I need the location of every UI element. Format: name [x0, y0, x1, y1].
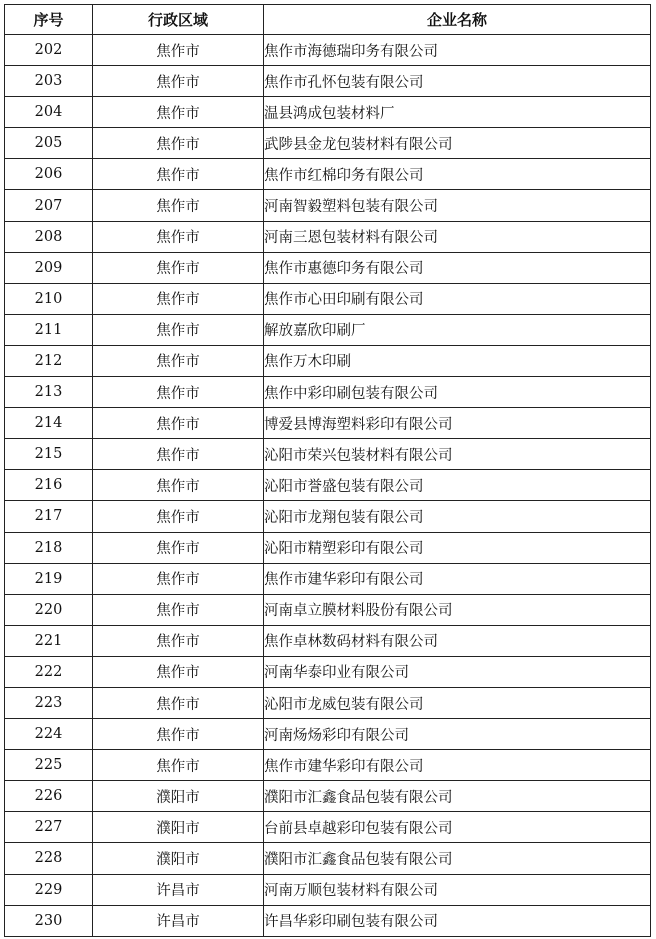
- row-region: 焦作市: [93, 128, 264, 159]
- table-header-row: [5, 5, 651, 35]
- row-company-name: 焦作市建华彩印有限公司: [264, 563, 651, 594]
- row-region: 焦作市: [93, 35, 264, 66]
- row-company-name: 焦作万木印刷: [264, 345, 651, 376]
- row-serial-number: 225: [5, 750, 93, 781]
- row-company-name: 沁阳市龙翔包装有限公司: [264, 501, 651, 532]
- table-row: [5, 750, 651, 781]
- header-serial-number: 序号: [5, 5, 93, 35]
- row-serial-number: 203: [5, 66, 93, 97]
- row-serial-number: 205: [5, 128, 93, 159]
- row-region: 焦作市: [93, 750, 264, 781]
- row-serial-number: 212: [5, 345, 93, 376]
- table-row: [5, 687, 651, 718]
- row-company-name: 焦作中彩印刷包装有限公司: [264, 377, 651, 408]
- table-row: [5, 128, 651, 159]
- row-region: 焦作市: [93, 656, 264, 687]
- row-company-name: 沁阳市荣兴包装材料有限公司: [264, 439, 651, 470]
- row-region: 焦作市: [93, 97, 264, 128]
- header-region: 行政区域: [93, 5, 264, 35]
- row-company-name: 河南卓立膜材料股份有限公司: [264, 594, 651, 625]
- row-region: 焦作市: [93, 252, 264, 283]
- table-row: [5, 843, 651, 874]
- row-region: 濮阳市: [93, 843, 264, 874]
- row-company-name: 博爱县博海塑料彩印有限公司: [264, 408, 651, 439]
- row-region: 焦作市: [93, 439, 264, 470]
- table-row: [5, 501, 651, 532]
- row-serial-number: 206: [5, 159, 93, 190]
- table-row: [5, 97, 651, 128]
- table-row: [5, 377, 651, 408]
- row-company-name: 河南万顺包装材料有限公司: [264, 874, 651, 905]
- header-company-name: 企业名称: [264, 5, 651, 35]
- row-serial-number: 215: [5, 439, 93, 470]
- row-company-name: 武陟县金龙包装材料有限公司: [264, 128, 651, 159]
- enterprise-table: [4, 4, 651, 937]
- table-row: [5, 812, 651, 843]
- row-region: 焦作市: [93, 532, 264, 563]
- table-row: [5, 314, 651, 345]
- table-row: [5, 221, 651, 252]
- row-company-name: 河南华泰印业有限公司: [264, 656, 651, 687]
- table-row: [5, 408, 651, 439]
- row-serial-number: 211: [5, 314, 93, 345]
- table-row: [5, 470, 651, 501]
- row-region: 焦作市: [93, 470, 264, 501]
- row-serial-number: 222: [5, 656, 93, 687]
- row-serial-number: 229: [5, 874, 93, 905]
- table-row: [5, 283, 651, 314]
- table-row: [5, 905, 651, 936]
- row-company-name: 沁阳市龙威包装有限公司: [264, 687, 651, 718]
- row-serial-number: 210: [5, 283, 93, 314]
- row-company-name: 濮阳市汇鑫食品包装有限公司: [264, 843, 651, 874]
- row-company-name: 解放嘉欣印刷厂: [264, 314, 651, 345]
- table-row: [5, 439, 651, 470]
- row-region: 焦作市: [93, 408, 264, 439]
- row-serial-number: 209: [5, 252, 93, 283]
- row-company-name: 焦作卓林数码材料有限公司: [264, 625, 651, 656]
- row-serial-number: 207: [5, 190, 93, 221]
- row-company-name: 河南三恩包装材料有限公司: [264, 221, 651, 252]
- row-region: 焦作市: [93, 377, 264, 408]
- row-company-name: 河南炀炀彩印有限公司: [264, 719, 651, 750]
- table-row: [5, 35, 651, 66]
- table-row: [5, 190, 651, 221]
- row-region: 焦作市: [93, 687, 264, 718]
- row-region: 濮阳市: [93, 812, 264, 843]
- row-company-name: 焦作市海德瑞印务有限公司: [264, 35, 651, 66]
- table-row: [5, 345, 651, 376]
- row-region: 许昌市: [93, 874, 264, 905]
- row-region: 焦作市: [93, 563, 264, 594]
- row-serial-number: 216: [5, 470, 93, 501]
- table-row: [5, 563, 651, 594]
- table-row: [5, 159, 651, 190]
- row-serial-number: 220: [5, 594, 93, 625]
- row-company-name: 焦作市孔怀包装有限公司: [264, 66, 651, 97]
- row-company-name: 许昌华彩印刷包装有限公司: [264, 905, 651, 936]
- table-row: [5, 625, 651, 656]
- row-company-name: 焦作市惠德印务有限公司: [264, 252, 651, 283]
- row-region: 焦作市: [93, 314, 264, 345]
- row-region: 焦作市: [93, 66, 264, 97]
- row-company-name: 沁阳市誉盛包装有限公司: [264, 470, 651, 501]
- row-region: 焦作市: [93, 190, 264, 221]
- table-row: [5, 594, 651, 625]
- row-company-name: 台前县卓越彩印包装有限公司: [264, 812, 651, 843]
- row-company-name: 焦作市心田印刷有限公司: [264, 283, 651, 314]
- table-row: [5, 66, 651, 97]
- row-serial-number: 204: [5, 97, 93, 128]
- row-company-name: 濮阳市汇鑫食品包装有限公司: [264, 781, 651, 812]
- row-company-name: 沁阳市精塑彩印有限公司: [264, 532, 651, 563]
- row-serial-number: 208: [5, 221, 93, 252]
- row-region: 许昌市: [93, 905, 264, 936]
- row-region: 焦作市: [93, 501, 264, 532]
- row-region: 濮阳市: [93, 781, 264, 812]
- row-region: 焦作市: [93, 719, 264, 750]
- row-serial-number: 219: [5, 563, 93, 594]
- row-region: 焦作市: [93, 625, 264, 656]
- row-company-name: 焦作市建华彩印有限公司: [264, 750, 651, 781]
- row-serial-number: 213: [5, 377, 93, 408]
- row-serial-number: 221: [5, 625, 93, 656]
- table-row: [5, 781, 651, 812]
- table-row: [5, 874, 651, 905]
- row-serial-number: 202: [5, 35, 93, 66]
- table-row: [5, 719, 651, 750]
- table-row: [5, 656, 651, 687]
- row-company-name: 温县鸿成包装材料厂: [264, 97, 651, 128]
- row-serial-number: 223: [5, 687, 93, 718]
- row-company-name: 焦作市红棉印务有限公司: [264, 159, 651, 190]
- row-serial-number: 217: [5, 501, 93, 532]
- row-region: 焦作市: [93, 221, 264, 252]
- row-serial-number: 214: [5, 408, 93, 439]
- row-serial-number: 224: [5, 719, 93, 750]
- row-region: 焦作市: [93, 345, 264, 376]
- row-serial-number: 227: [5, 812, 93, 843]
- row-serial-number: 230: [5, 905, 93, 936]
- row-company-name: 河南智毅塑料包装有限公司: [264, 190, 651, 221]
- row-serial-number: 228: [5, 843, 93, 874]
- table-row: [5, 532, 651, 563]
- table-row: [5, 252, 651, 283]
- row-serial-number: 218: [5, 532, 93, 563]
- row-region: 焦作市: [93, 283, 264, 314]
- row-serial-number: 226: [5, 781, 93, 812]
- row-region: 焦作市: [93, 159, 264, 190]
- row-region: 焦作市: [93, 594, 264, 625]
